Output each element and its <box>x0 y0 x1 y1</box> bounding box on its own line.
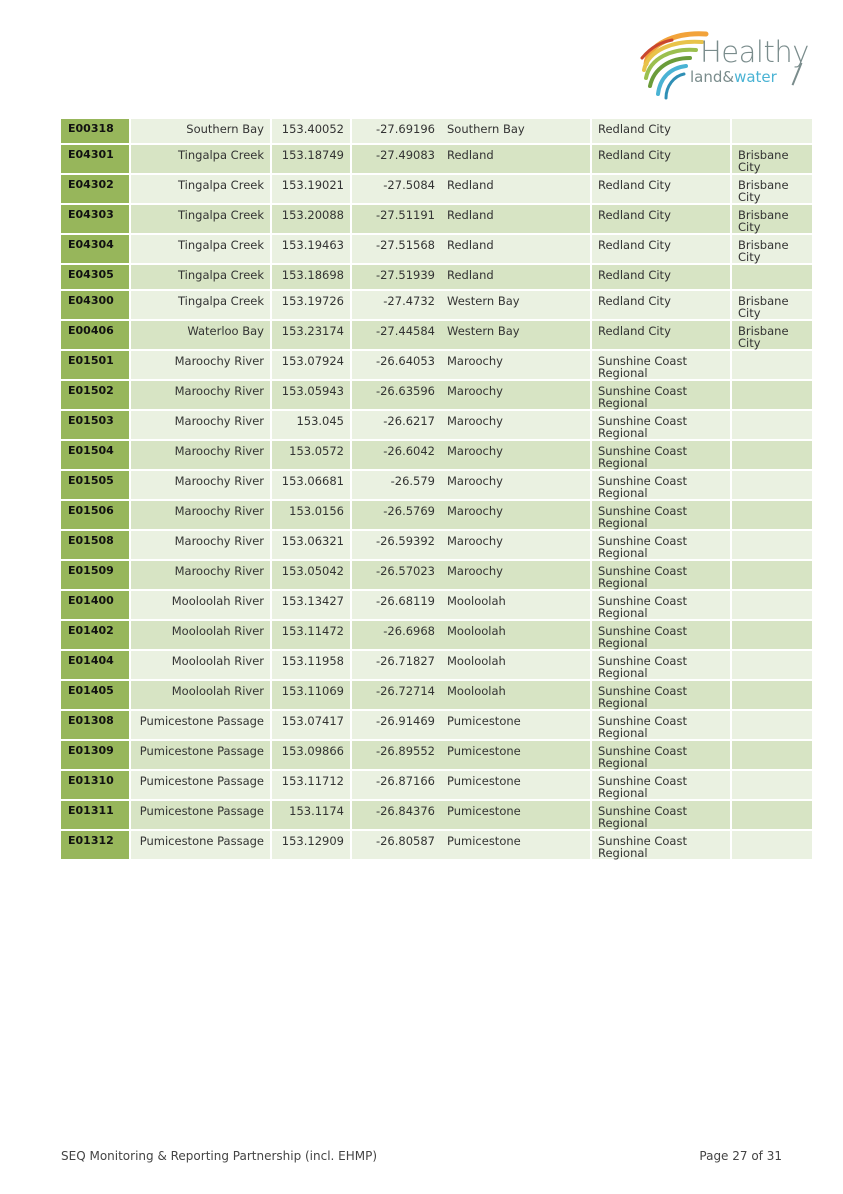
region-cell: Mooloolah <box>441 620 591 650</box>
waterway-cell: Southern Bay <box>130 119 271 144</box>
council-cell: Redland City <box>591 204 731 234</box>
secondary-council-cell <box>731 560 812 590</box>
waterway-cell: Tingalpa Creek <box>130 264 271 290</box>
longitude-cell: 153.20088 <box>271 204 351 234</box>
latitude-cell: -26.59392 <box>351 530 441 560</box>
council-cell: Redland City <box>591 264 731 290</box>
council-cell: Sunshine Coast Regional <box>591 650 731 680</box>
secondary-council-cell <box>731 680 812 710</box>
site-id-cell: E01402 <box>61 620 130 650</box>
latitude-cell: -26.72714 <box>351 680 441 710</box>
council-cell: Sunshine Coast Regional <box>591 620 731 650</box>
council-cell: Sunshine Coast Regional <box>591 770 731 800</box>
region-cell: Pumicestone <box>441 740 591 770</box>
table-row <box>61 500 812 530</box>
region-cell: Southern Bay <box>441 119 591 144</box>
waterway-cell: Pumicestone Passage <box>130 770 271 800</box>
table-row <box>61 204 812 234</box>
healthy-land-water-logo <box>636 24 818 104</box>
site-table-body <box>61 119 812 860</box>
longitude-cell: 153.07924 <box>271 350 351 380</box>
council-cell: Redland City <box>591 234 731 264</box>
latitude-cell: -26.71827 <box>351 650 441 680</box>
site-id-cell: E01404 <box>61 650 130 680</box>
council-cell: Sunshine Coast Regional <box>591 560 731 590</box>
council-cell: Redland City <box>591 119 731 144</box>
region-cell: Redland <box>441 174 591 204</box>
latitude-cell: -27.44584 <box>351 320 441 350</box>
region-cell: Maroochy <box>441 500 591 530</box>
waterway-cell: Tingalpa Creek <box>130 174 271 204</box>
council-cell: Sunshine Coast Regional <box>591 590 731 620</box>
council-cell: Sunshine Coast Regional <box>591 350 731 380</box>
longitude-cell: 153.045 <box>271 410 351 440</box>
council-cell: Sunshine Coast Regional <box>591 530 731 560</box>
secondary-council-cell <box>731 830 812 860</box>
table-row <box>61 530 812 560</box>
longitude-cell: 153.07417 <box>271 710 351 740</box>
site-id-cell: E01405 <box>61 680 130 710</box>
council-cell: Sunshine Coast Regional <box>591 500 731 530</box>
region-cell: Western Bay <box>441 320 591 350</box>
site-id-cell: E01505 <box>61 470 130 500</box>
latitude-cell: -27.51939 <box>351 264 441 290</box>
secondary-council-cell: Brisbane City <box>731 290 812 320</box>
longitude-cell: 153.11712 <box>271 770 351 800</box>
region-cell: Maroochy <box>441 440 591 470</box>
secondary-council-cell <box>731 470 812 500</box>
latitude-cell: -26.6042 <box>351 440 441 470</box>
site-id-cell: E04304 <box>61 234 130 264</box>
council-cell: Sunshine Coast Regional <box>591 800 731 830</box>
secondary-council-cell <box>731 530 812 560</box>
table-row <box>61 620 812 650</box>
region-cell: Redland <box>441 264 591 290</box>
longitude-cell: 153.05943 <box>271 380 351 410</box>
waterway-cell: Maroochy River <box>130 530 271 560</box>
site-table <box>61 119 812 861</box>
waterway-cell: Maroochy River <box>130 350 271 380</box>
longitude-cell: 153.13427 <box>271 590 351 620</box>
waterway-cell: Tingalpa Creek <box>130 204 271 234</box>
region-cell: Mooloolah <box>441 650 591 680</box>
waterway-cell: Tingalpa Creek <box>130 234 271 264</box>
region-cell: Maroochy <box>441 530 591 560</box>
longitude-cell: 153.18749 <box>271 144 351 174</box>
region-cell: Pumicestone <box>441 830 591 860</box>
footer-partnership: SEQ Monitoring & Reporting Partnership (incl. EHMP) <box>61 1149 378 1163</box>
region-cell: Maroochy <box>441 410 591 440</box>
longitude-cell: 153.0156 <box>271 500 351 530</box>
table-row <box>61 560 812 590</box>
longitude-cell: 153.11472 <box>271 620 351 650</box>
site-id-cell: E04305 <box>61 264 130 290</box>
council-cell: Redland City <box>591 290 731 320</box>
logo-subtitle: land&water <box>690 68 777 86</box>
site-id-cell: E04301 <box>61 144 130 174</box>
council-cell: Sunshine Coast Regional <box>591 830 731 860</box>
latitude-cell: -27.49083 <box>351 144 441 174</box>
site-id-cell: E01312 <box>61 830 130 860</box>
region-cell: Redland <box>441 234 591 264</box>
latitude-cell: -26.57023 <box>351 560 441 590</box>
waterway-cell: Maroochy River <box>130 470 271 500</box>
council-cell: Sunshine Coast Regional <box>591 740 731 770</box>
longitude-cell: 153.1174 <box>271 800 351 830</box>
table-row <box>61 380 812 410</box>
waterway-cell: Pumicestone Passage <box>130 710 271 740</box>
site-id-cell: E01501 <box>61 350 130 380</box>
secondary-council-cell <box>731 440 812 470</box>
site-id-cell: E01506 <box>61 500 130 530</box>
region-cell: Mooloolah <box>441 590 591 620</box>
region-cell: Mooloolah <box>441 680 591 710</box>
waterway-cell: Maroochy River <box>130 380 271 410</box>
site-id-cell: E01503 <box>61 410 130 440</box>
region-cell: Pumicestone <box>441 710 591 740</box>
site-id-cell: E01309 <box>61 740 130 770</box>
logo-wordmark: Healthy <box>700 35 809 69</box>
footer-page-number: Page 27 of 31 <box>699 1149 782 1163</box>
site-id-cell: E01509 <box>61 560 130 590</box>
region-cell: Western Bay <box>441 290 591 320</box>
latitude-cell: -26.64053 <box>351 350 441 380</box>
longitude-cell: 153.11958 <box>271 650 351 680</box>
site-id-cell: E01508 <box>61 530 130 560</box>
latitude-cell: -26.91469 <box>351 710 441 740</box>
waterway-cell: Tingalpa Creek <box>130 290 271 320</box>
council-cell: Redland City <box>591 144 731 174</box>
site-id-cell: E04303 <box>61 204 130 234</box>
waterway-cell: Mooloolah River <box>130 680 271 710</box>
table-row <box>61 680 812 710</box>
secondary-council-cell <box>731 710 812 740</box>
waterway-cell: Maroochy River <box>130 410 271 440</box>
council-cell: Redland City <box>591 320 731 350</box>
table-row <box>61 119 812 144</box>
site-id-cell: E00318 <box>61 119 130 144</box>
longitude-cell: 153.18698 <box>271 264 351 290</box>
longitude-cell: 153.09866 <box>271 740 351 770</box>
secondary-council-cell <box>731 350 812 380</box>
table-row <box>61 740 812 770</box>
latitude-cell: -27.51191 <box>351 204 441 234</box>
longitude-cell: 153.11069 <box>271 680 351 710</box>
secondary-council-cell <box>731 119 812 144</box>
waterway-cell: Maroochy River <box>130 440 271 470</box>
region-cell: Pumicestone <box>441 800 591 830</box>
longitude-cell: 153.40052 <box>271 119 351 144</box>
site-id-cell: E01502 <box>61 380 130 410</box>
table-row <box>61 290 812 320</box>
region-cell: Maroochy <box>441 560 591 590</box>
secondary-council-cell <box>731 500 812 530</box>
longitude-cell: 153.05042 <box>271 560 351 590</box>
latitude-cell: -26.6968 <box>351 620 441 650</box>
longitude-cell: 153.19726 <box>271 290 351 320</box>
waterway-cell: Mooloolah River <box>130 590 271 620</box>
latitude-cell: -26.68119 <box>351 590 441 620</box>
table-row <box>61 650 812 680</box>
secondary-council-cell: Brisbane City <box>731 234 812 264</box>
latitude-cell: -26.84376 <box>351 800 441 830</box>
table-row <box>61 770 812 800</box>
council-cell: Sunshine Coast Regional <box>591 410 731 440</box>
table-row <box>61 234 812 264</box>
waterway-cell: Mooloolah River <box>130 650 271 680</box>
waterway-cell: Maroochy River <box>130 560 271 590</box>
latitude-cell: -27.5084 <box>351 174 441 204</box>
waterway-cell: Mooloolah River <box>130 620 271 650</box>
site-id-cell: E00406 <box>61 320 130 350</box>
table-row <box>61 144 812 174</box>
longitude-cell: 153.23174 <box>271 320 351 350</box>
waterway-cell: Pumicestone Passage <box>130 830 271 860</box>
secondary-council-cell <box>731 650 812 680</box>
region-cell: Maroochy <box>441 470 591 500</box>
council-cell: Sunshine Coast Regional <box>591 470 731 500</box>
longitude-cell: 153.12909 <box>271 830 351 860</box>
latitude-cell: -26.87166 <box>351 770 441 800</box>
secondary-council-cell: Brisbane City <box>731 144 812 174</box>
table-row <box>61 350 812 380</box>
secondary-council-cell <box>731 590 812 620</box>
council-cell: Sunshine Coast Regional <box>591 440 731 470</box>
site-id-cell: E04300 <box>61 290 130 320</box>
latitude-cell: -26.89552 <box>351 740 441 770</box>
secondary-council-cell: Brisbane City <box>731 204 812 234</box>
site-id-cell: E01311 <box>61 800 130 830</box>
council-cell: Sunshine Coast Regional <box>591 710 731 740</box>
table-row <box>61 320 812 350</box>
latitude-cell: -26.5769 <box>351 500 441 530</box>
secondary-council-cell: Brisbane City <box>731 320 812 350</box>
secondary-council-cell: Brisbane City <box>731 174 812 204</box>
secondary-council-cell <box>731 800 812 830</box>
table-row <box>61 590 812 620</box>
latitude-cell: -27.51568 <box>351 234 441 264</box>
table-row <box>61 174 812 204</box>
table-row <box>61 264 812 290</box>
latitude-cell: -26.80587 <box>351 830 441 860</box>
secondary-council-cell <box>731 380 812 410</box>
council-cell: Sunshine Coast Regional <box>591 680 731 710</box>
longitude-cell: 153.19463 <box>271 234 351 264</box>
longitude-cell: 153.06321 <box>271 530 351 560</box>
waterway-cell: Maroochy River <box>130 500 271 530</box>
secondary-council-cell <box>731 740 812 770</box>
latitude-cell: -27.4732 <box>351 290 441 320</box>
latitude-cell: -26.579 <box>351 470 441 500</box>
region-cell: Maroochy <box>441 350 591 380</box>
council-cell: Sunshine Coast Regional <box>591 380 731 410</box>
secondary-council-cell <box>731 770 812 800</box>
table-row <box>61 830 812 860</box>
region-cell: Pumicestone <box>441 770 591 800</box>
longitude-cell: 153.19021 <box>271 174 351 204</box>
site-id-cell: E01308 <box>61 710 130 740</box>
region-cell: Maroochy <box>441 380 591 410</box>
longitude-cell: 153.0572 <box>271 440 351 470</box>
waterway-cell: Pumicestone Passage <box>130 740 271 770</box>
waterway-cell: Pumicestone Passage <box>130 800 271 830</box>
latitude-cell: -27.69196 <box>351 119 441 144</box>
latitude-cell: -26.6217 <box>351 410 441 440</box>
table-row <box>61 710 812 740</box>
longitude-cell: 153.06681 <box>271 470 351 500</box>
waterway-cell: Waterloo Bay <box>130 320 271 350</box>
site-id-cell: E04302 <box>61 174 130 204</box>
table-row <box>61 440 812 470</box>
table-row <box>61 800 812 830</box>
region-cell: Redland <box>441 204 591 234</box>
latitude-cell: -26.63596 <box>351 380 441 410</box>
region-cell: Redland <box>441 144 591 174</box>
secondary-council-cell <box>731 264 812 290</box>
table-row <box>61 470 812 500</box>
secondary-council-cell <box>731 410 812 440</box>
site-id-cell: E01400 <box>61 590 130 620</box>
site-id-cell: E01310 <box>61 770 130 800</box>
waterway-cell: Tingalpa Creek <box>130 144 271 174</box>
secondary-council-cell <box>731 620 812 650</box>
table-row <box>61 410 812 440</box>
site-id-cell: E01504 <box>61 440 130 470</box>
council-cell: Redland City <box>591 174 731 204</box>
